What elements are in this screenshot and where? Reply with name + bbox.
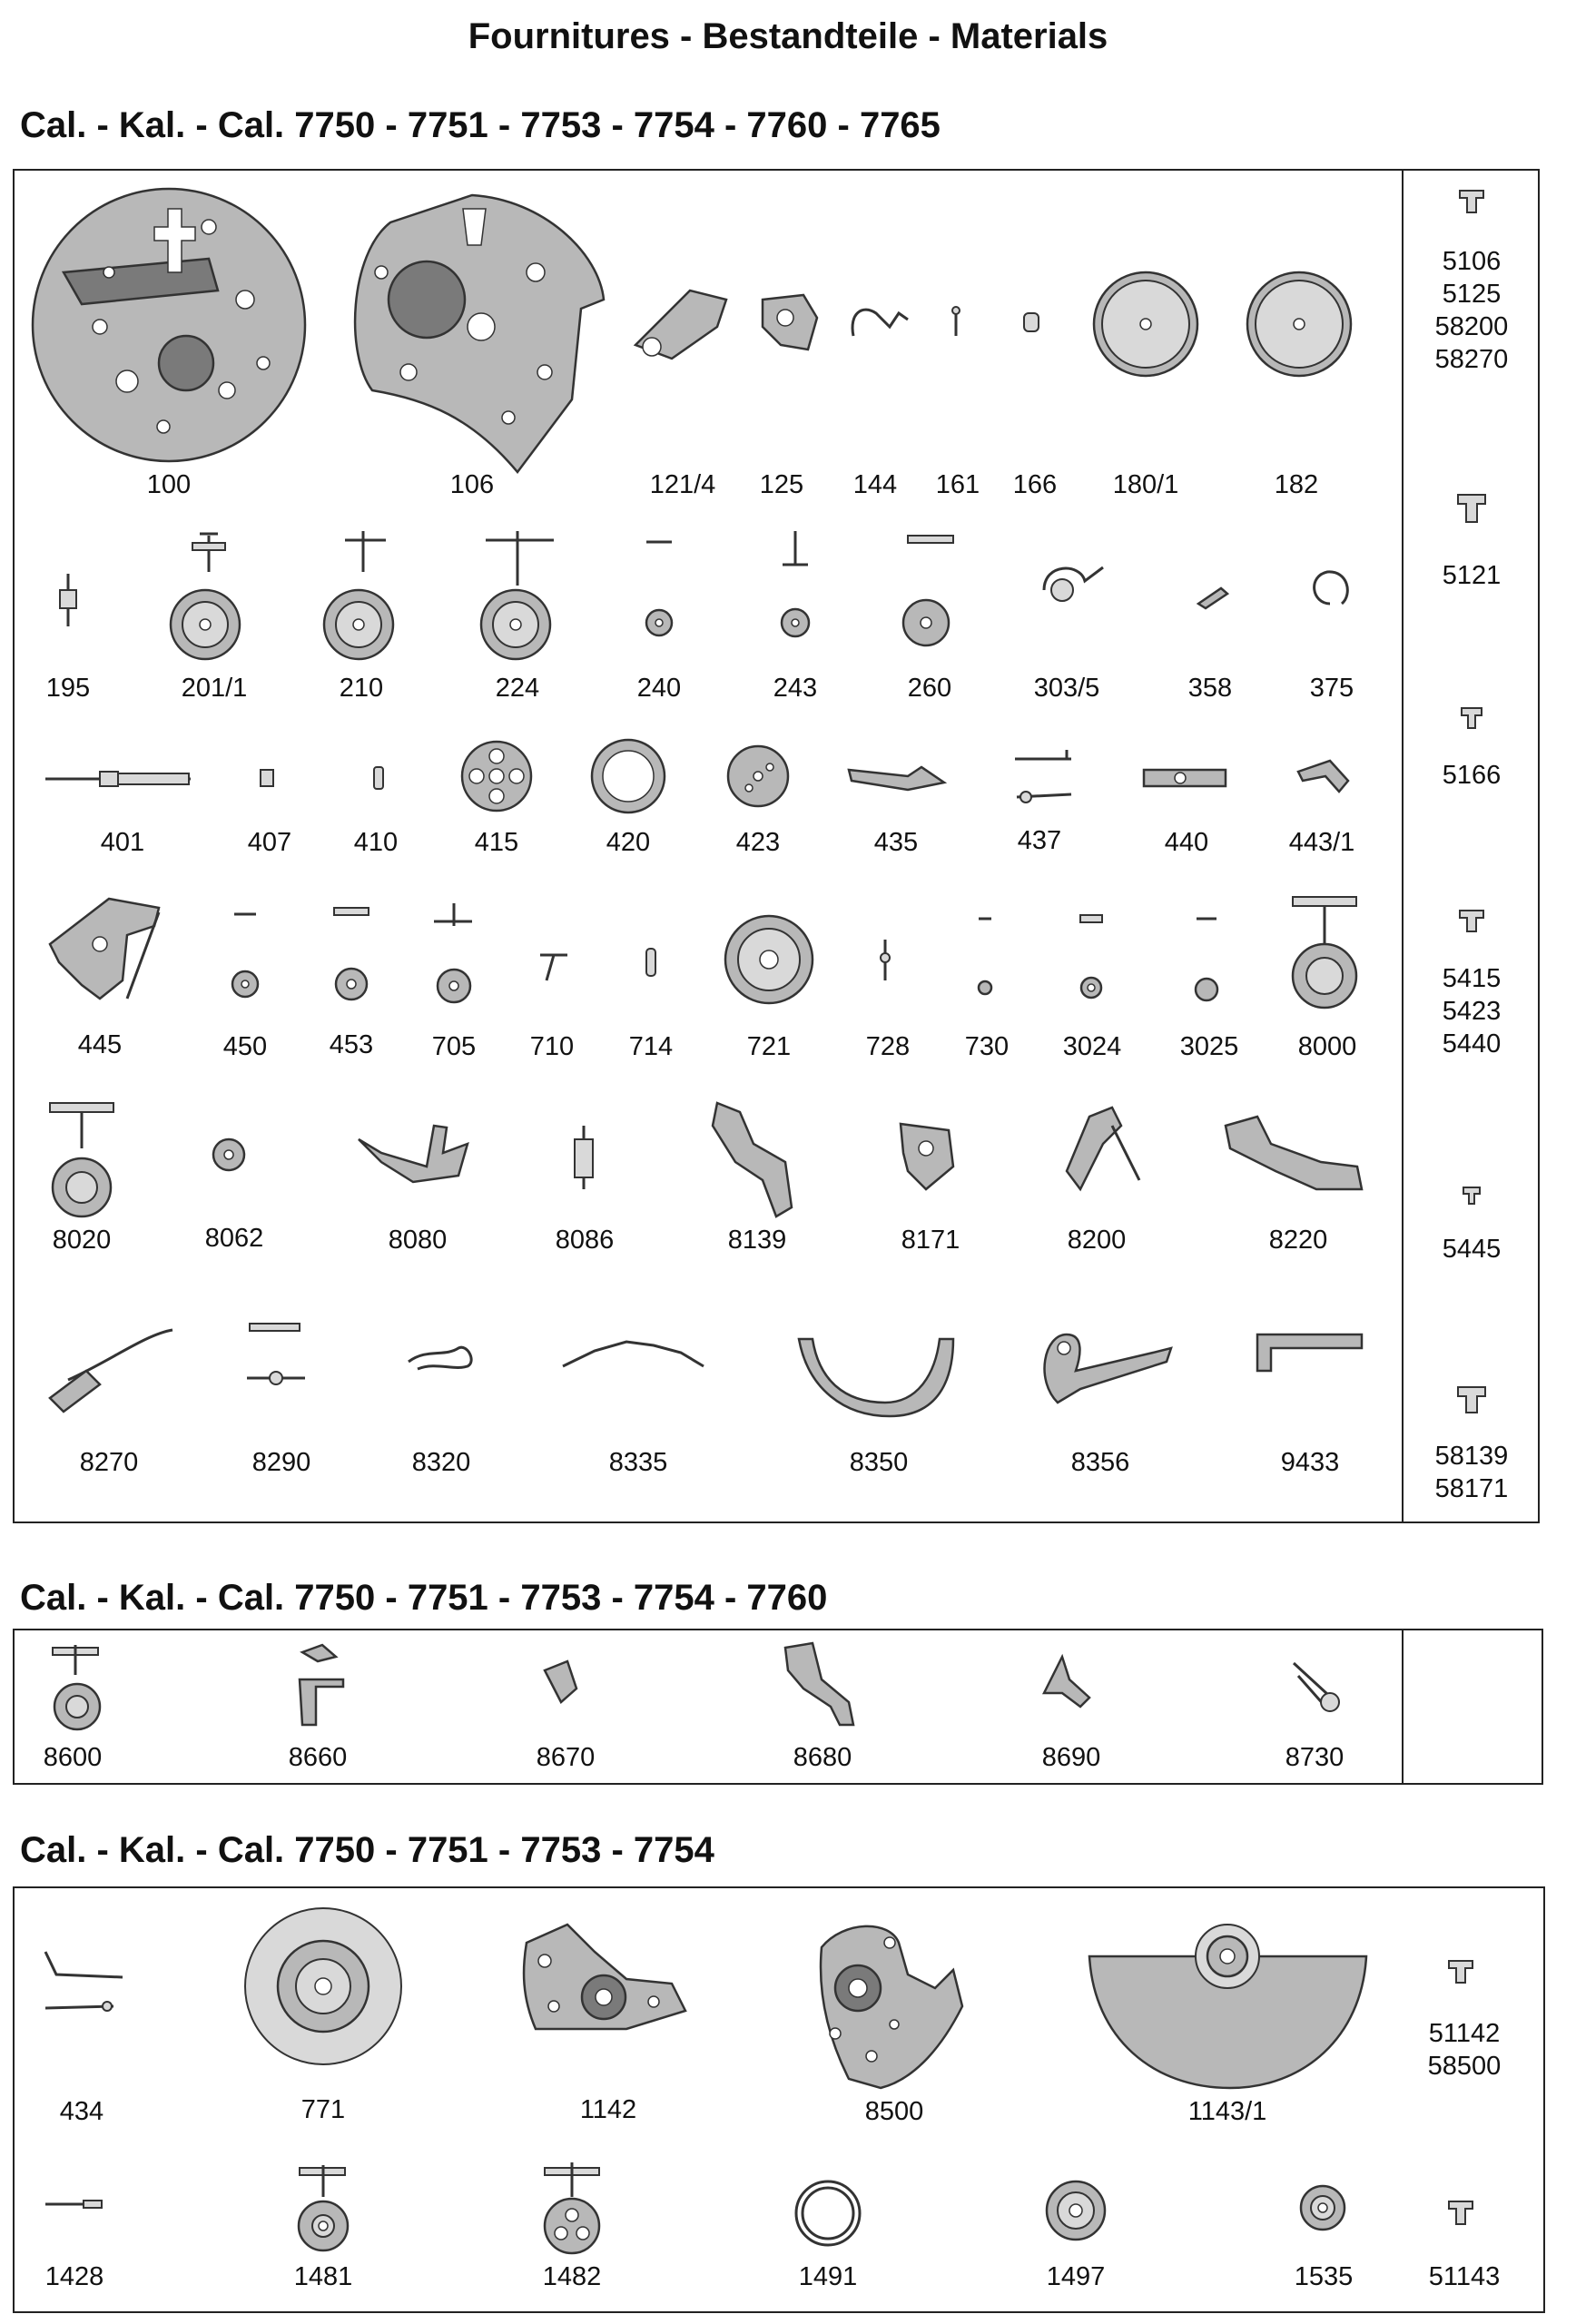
screw-label: 51143 xyxy=(1428,2262,1501,2291)
part-label: 8730 xyxy=(1285,1743,1345,1772)
part-label: 144 xyxy=(852,470,898,499)
screw-label: 58200 xyxy=(1434,312,1509,341)
part-label: 728 xyxy=(865,1032,911,1061)
part-label: 8200 xyxy=(1067,1226,1127,1255)
part-label: 195 xyxy=(45,674,91,703)
screw-label: 5125 xyxy=(1442,280,1502,309)
part-label: 8062 xyxy=(204,1224,264,1253)
part-label: 1497 xyxy=(1046,2262,1106,2291)
part-label: 710 xyxy=(529,1032,575,1061)
part-label: 3024 xyxy=(1062,1032,1122,1061)
part-label: 8220 xyxy=(1268,1226,1328,1255)
part-label: 243 xyxy=(773,674,818,703)
part-label: 121/4 xyxy=(649,470,716,499)
part-label: 1481 xyxy=(293,2262,353,2291)
part-label: 1143/1 xyxy=(1187,2097,1267,2126)
screw-label: 58500 xyxy=(1427,2052,1502,2081)
part-label: 401 xyxy=(100,828,145,857)
part-label: 1428 xyxy=(44,2262,104,2291)
part-label: 100 xyxy=(146,470,192,499)
part-label: 423 xyxy=(735,828,781,857)
part-label: 375 xyxy=(1309,674,1354,703)
part-label: 210 xyxy=(339,674,384,703)
part-label: 714 xyxy=(628,1032,674,1061)
part-label: 358 xyxy=(1187,674,1233,703)
part-label: 224 xyxy=(495,674,540,703)
part-label: 8171 xyxy=(901,1226,960,1255)
page-title: Fournitures - Bestandteile - Materials xyxy=(468,16,1108,56)
screw-label: 58270 xyxy=(1434,345,1509,374)
section-heading-3: Cal. - Kal. - Cal. 7750 - 7751 - 7753 - 7754 xyxy=(20,1830,714,1870)
part-label: 1482 xyxy=(542,2262,602,2291)
screw-label: 5415 xyxy=(1442,964,1502,993)
part-label: 8600 xyxy=(43,1743,103,1772)
part-label: 8680 xyxy=(793,1743,852,1772)
part-label: 3025 xyxy=(1179,1032,1239,1061)
part-label: 435 xyxy=(873,828,919,857)
part-label: 166 xyxy=(1012,470,1058,499)
part-label: 705 xyxy=(431,1032,477,1061)
part-label: 450 xyxy=(222,1032,268,1061)
part-label: 9433 xyxy=(1280,1448,1340,1477)
section-heading-2: Cal. - Kal. - Cal. 7750 - 7751 - 7753 - 7754 - 7760 xyxy=(20,1578,828,1618)
part-label: 106 xyxy=(449,470,495,499)
part-label: 8270 xyxy=(79,1448,139,1477)
part-label: 730 xyxy=(964,1032,1010,1061)
part-label: 303/5 xyxy=(1033,674,1100,703)
part-label: 8500 xyxy=(864,2097,924,2126)
section-heading-1: Cal. - Kal. - Cal. 7750 - 7751 - 7753 - 7754 - 7760 - 7765 xyxy=(20,105,941,145)
part-label: 240 xyxy=(636,674,682,703)
screw-label: 58139 xyxy=(1434,1442,1509,1471)
part-label: 182 xyxy=(1274,470,1319,499)
part-label: 8080 xyxy=(388,1226,448,1255)
part-label: 1142 xyxy=(579,2095,637,2124)
part-label: 8290 xyxy=(251,1448,311,1477)
part-label: 8000 xyxy=(1297,1032,1357,1061)
screw-label: 5106 xyxy=(1442,247,1502,276)
part-label: 8690 xyxy=(1041,1743,1101,1772)
part-label: 180/1 xyxy=(1112,470,1179,499)
part-label: 8020 xyxy=(52,1226,112,1255)
part-label: 1491 xyxy=(798,2262,858,2291)
part-label: 434 xyxy=(59,2097,104,2126)
part-label: 440 xyxy=(1164,828,1209,857)
part-label: 8356 xyxy=(1070,1448,1130,1477)
part-label: 201/1 xyxy=(181,674,248,703)
part-label: 407 xyxy=(247,828,292,857)
part-label: 1535 xyxy=(1294,2262,1354,2291)
part-label: 445 xyxy=(77,1030,123,1059)
part-label: 453 xyxy=(329,1030,374,1059)
screw-label: 51142 xyxy=(1428,2019,1501,2048)
part-label: 8320 xyxy=(411,1448,471,1477)
part-label: 771 xyxy=(300,2095,346,2124)
part-label: 443/1 xyxy=(1288,828,1355,857)
part-label: 437 xyxy=(1017,826,1062,855)
part-label: 8335 xyxy=(608,1448,668,1477)
part-label: 8350 xyxy=(849,1448,909,1477)
part-label: 8670 xyxy=(536,1743,596,1772)
part-label: 415 xyxy=(474,828,519,857)
screw-label: 58171 xyxy=(1434,1474,1509,1503)
part-label: 410 xyxy=(353,828,399,857)
screw-label: 5166 xyxy=(1442,761,1502,790)
part-label: 260 xyxy=(907,674,952,703)
screw-label: 5445 xyxy=(1442,1235,1502,1264)
part-label: 8139 xyxy=(727,1226,787,1255)
part-label: 161 xyxy=(935,470,980,499)
screw-label: 5423 xyxy=(1442,997,1502,1026)
part-label: 8660 xyxy=(288,1743,348,1772)
part-label: 125 xyxy=(759,470,804,499)
screw-label: 5440 xyxy=(1442,1029,1502,1059)
screw-label: 5121 xyxy=(1442,561,1502,590)
part-label: 8086 xyxy=(555,1226,615,1255)
part-label: 721 xyxy=(746,1032,792,1061)
part-label: 420 xyxy=(606,828,651,857)
